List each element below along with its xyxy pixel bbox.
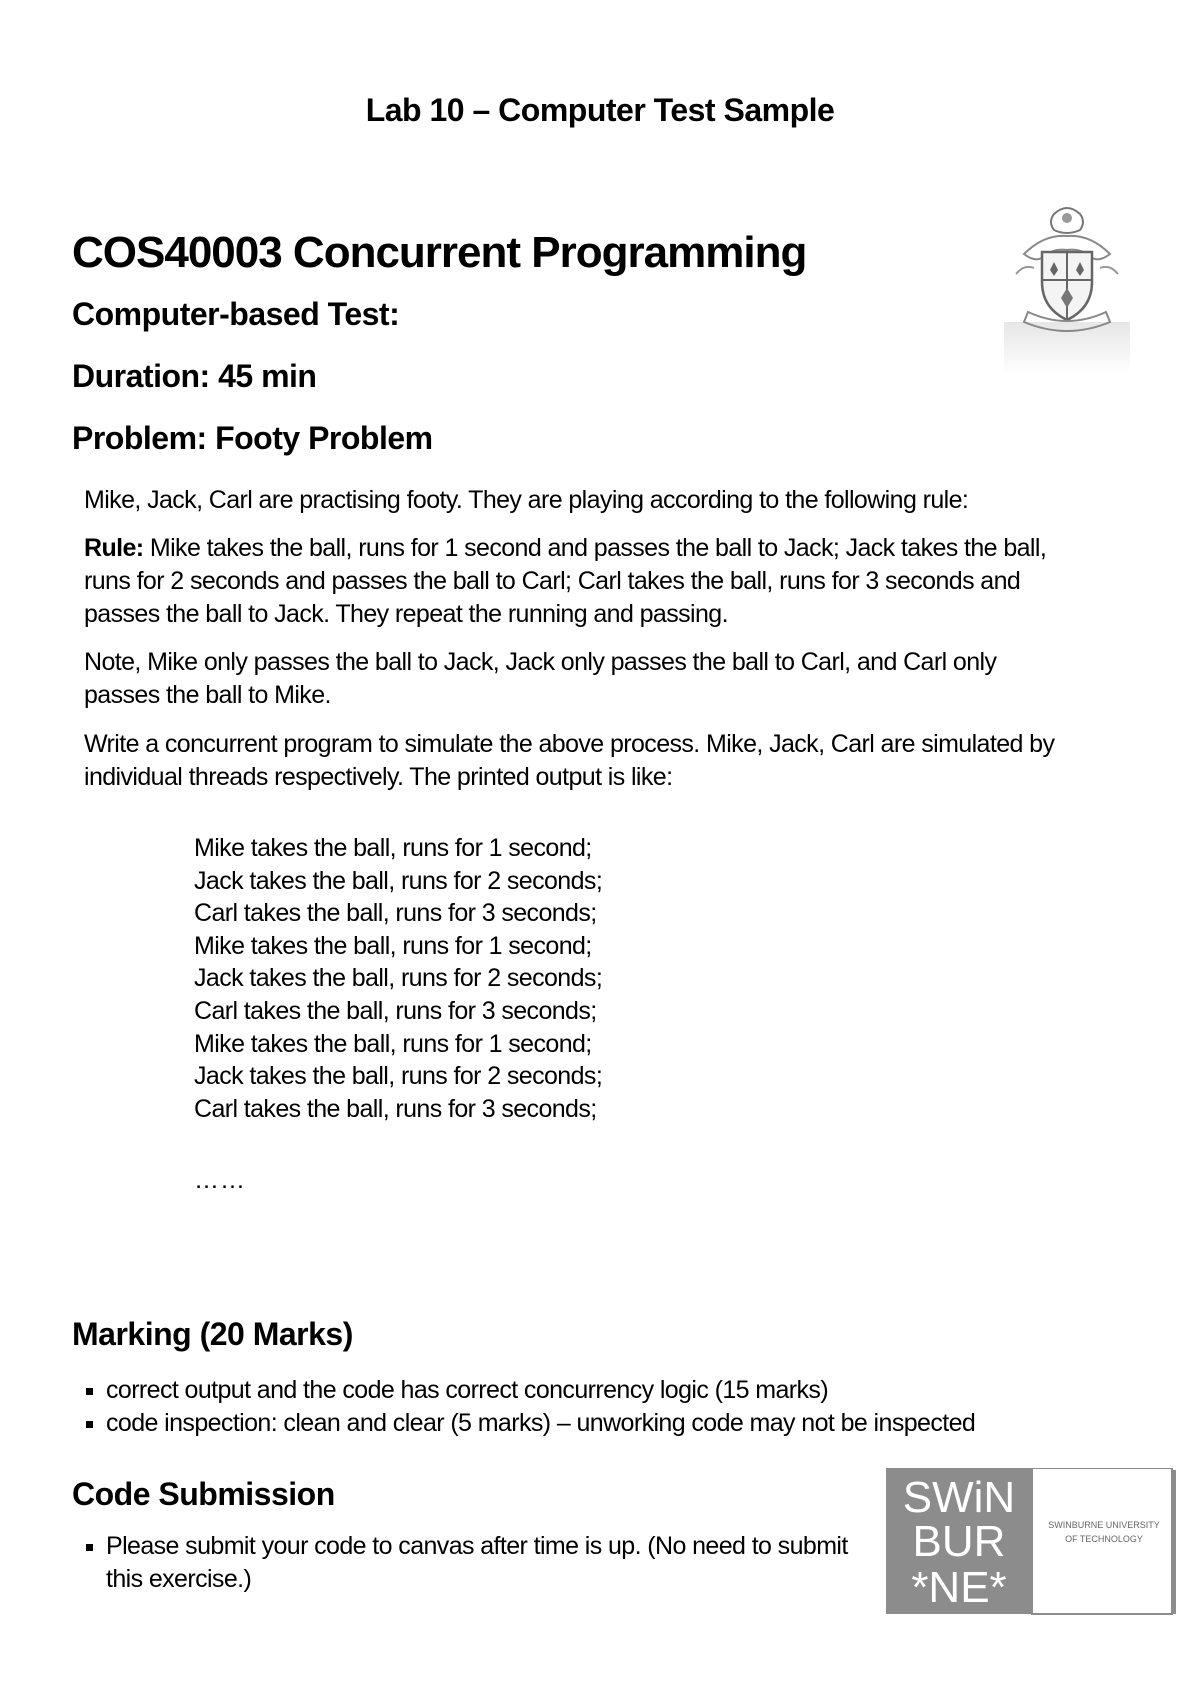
rule-label: Rule: bbox=[84, 534, 144, 562]
output-line: Carl takes the ball, runs for 3 seconds; bbox=[194, 1094, 597, 1123]
problem-rule bbox=[84, 532, 1064, 631]
output-line: Jack takes the ball, runs for 2 seconds; bbox=[194, 964, 603, 993]
submission-list bbox=[84, 1530, 884, 1596]
submission-heading: Code Submission bbox=[72, 1476, 335, 1512]
course-title: COS40003 Concurrent Programming bbox=[72, 228, 807, 277]
test-type-heading: Computer-based Test: bbox=[72, 296, 400, 332]
problem-intro: Mike, Jack, Carl are practising footy. They are playing according to the following rule: bbox=[84, 486, 969, 514]
output-ellipsis: …… bbox=[194, 1166, 246, 1194]
rule-text: Mike takes the ball, runs for 1 second and passes the ball to Jack; Jack takes the ball, runs for 2 seconds and passes the ball to Carl; Carl takes the ball, runs for 3 seconds and passes the ball to Jack. They repeat the running and passing. bbox=[84, 534, 1047, 628]
sample-output bbox=[194, 832, 602, 1125]
output-line: Jack takes the ball, runs for 2 seconds; bbox=[194, 866, 603, 895]
marking-heading: Marking (20 Marks) bbox=[72, 1316, 353, 1352]
problem-note: Note, Mike only passes the ball to Jack, Jack only passes the ball to Carl, and Carl only passes the ball to Mike. bbox=[84, 648, 997, 709]
logo-caption-line-1: SWINBURNE UNIVERSITY bbox=[1048, 1520, 1160, 1530]
output-line: Jack takes the ball, runs for 2 seconds; bbox=[194, 1062, 603, 1091]
list-item: code inspection: clean and clear (5 marks) – unworking code may not be inspected bbox=[84, 1407, 1084, 1440]
output-line: Carl takes the ball, runs for 3 seconds; bbox=[194, 899, 597, 928]
document-title: Lab 10 – Computer Test Sample bbox=[365, 92, 835, 128]
logo-word-line-3: *NE* bbox=[911, 1563, 1007, 1612]
problem-heading: Problem: Footy Problem bbox=[72, 420, 433, 456]
list-item: Please submit your code to canvas after time is up. (No need to submit this exercise.) bbox=[84, 1530, 884, 1596]
logo-word-line-2: BUR bbox=[912, 1517, 1006, 1566]
list-item: correct output and the code has correct concurrency logic (15 marks) bbox=[84, 1374, 1084, 1407]
bullet-icon bbox=[86, 1544, 93, 1551]
output-line: Carl takes the ball, runs for 3 seconds; bbox=[194, 996, 597, 1025]
bullet-icon bbox=[86, 1421, 93, 1428]
output-line: Mike takes the ball, runs for 1 second; bbox=[194, 931, 592, 960]
logo-word-line-1: SWiN bbox=[902, 1473, 1016, 1522]
bullet-icon bbox=[86, 1388, 93, 1395]
university-crest-icon bbox=[1004, 204, 1130, 374]
problem-task: Write a concurrent program to simulate the above process. Mike, Jack, Carl are simulated by individual threads respectively. The printed output is like: bbox=[84, 730, 1055, 791]
marking-list bbox=[84, 1374, 1084, 1440]
duration-heading: Duration: 45 min bbox=[72, 358, 317, 394]
output-line: Mike takes the ball, runs for 1 second; bbox=[194, 1029, 592, 1058]
swinburne-logo-icon bbox=[886, 1468, 1176, 1616]
logo-caption-line-2: OF TECHNOLOGY bbox=[1065, 1534, 1143, 1544]
output-line: Mike takes the ball, runs for 1 second; bbox=[194, 834, 592, 862]
